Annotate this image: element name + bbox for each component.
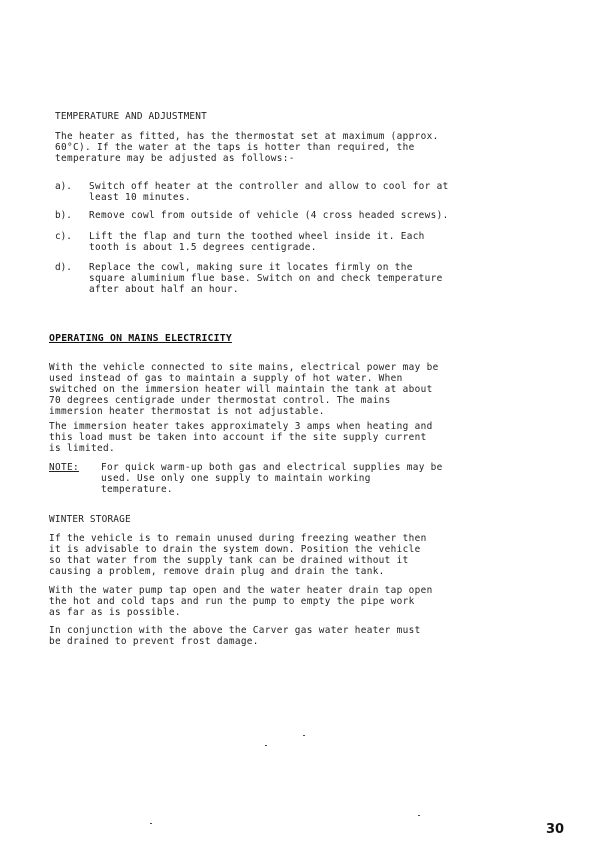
winter-paragraph-2: With the water pump tap open and the water heater drain tap open the hot and cold taps and run the pump to empty the pipe work as far as is possible. (49, 585, 433, 618)
mains-paragraph-2: The immersion heater takes approximately 3 amps when heating and this load must be taken into account if the site supply current is limited. (49, 421, 433, 454)
note-text: For quick warm-up both gas and electrical supplies may be used. Use only one supply to maintain working temperature. (101, 462, 443, 495)
item-d-label: d). (55, 262, 72, 273)
scan-speck (303, 735, 305, 736)
page-number: 30 (546, 822, 565, 837)
winter-paragraph-3: In conjunction with the above the Carver gas water heater must be drained to prevent frost damage. (49, 625, 421, 647)
temperature-heading: TEMPERATURE AND ADJUSTMENT (55, 111, 207, 122)
item-d-text: Replace the cowl, making sure it locates firmly on the square aluminium flue base. Switch on and check temperature after about half an hour. (89, 262, 443, 295)
winter-paragraph-1: If the vehicle is to remain unused during freezing weather then it is advisable to drain the system down. Position the vehicle so that water from the supply tank can be drained without it causing a problem, remove drain plug and drain the tank. (49, 533, 427, 577)
temperature-intro: The heater as fitted, has the thermostat set at maximum (approx. 60°C). If the water at the taps is hotter than required, the temperature may be adjusted as follows:- (55, 131, 439, 164)
winter-heading: WINTER STORAGE (49, 514, 131, 525)
item-c-label: c). (55, 231, 72, 242)
scan-speck (418, 815, 420, 816)
scan-speck (265, 745, 267, 746)
mains-heading: OPERATING ON MAINS ELECTRICITY (49, 333, 232, 344)
item-b-label: b). (55, 210, 72, 221)
mains-paragraph-1: With the vehicle connected to site mains, electrical power may be used instead of gas to maintain a supply of hot water. When switched on the immersion heater will maintain the tank at about 70 degrees centigrade under thermostat control. The mains immersion heater thermostat is not adjustable. (49, 362, 439, 417)
item-c-text: Lift the flap and turn the toothed wheel inside it. Each tooth is about 1.5 degrees centigrade. (89, 231, 425, 253)
scan-speck (150, 823, 152, 824)
item-a-label: a). (55, 181, 72, 192)
item-a-text: Switch off heater at the controller and allow to cool for at least 10 minutes. (89, 181, 449, 203)
item-b-text: Remove cowl from outside of vehicle (4 cross headed screws). (89, 210, 449, 221)
note-label: NOTE: (49, 462, 79, 473)
